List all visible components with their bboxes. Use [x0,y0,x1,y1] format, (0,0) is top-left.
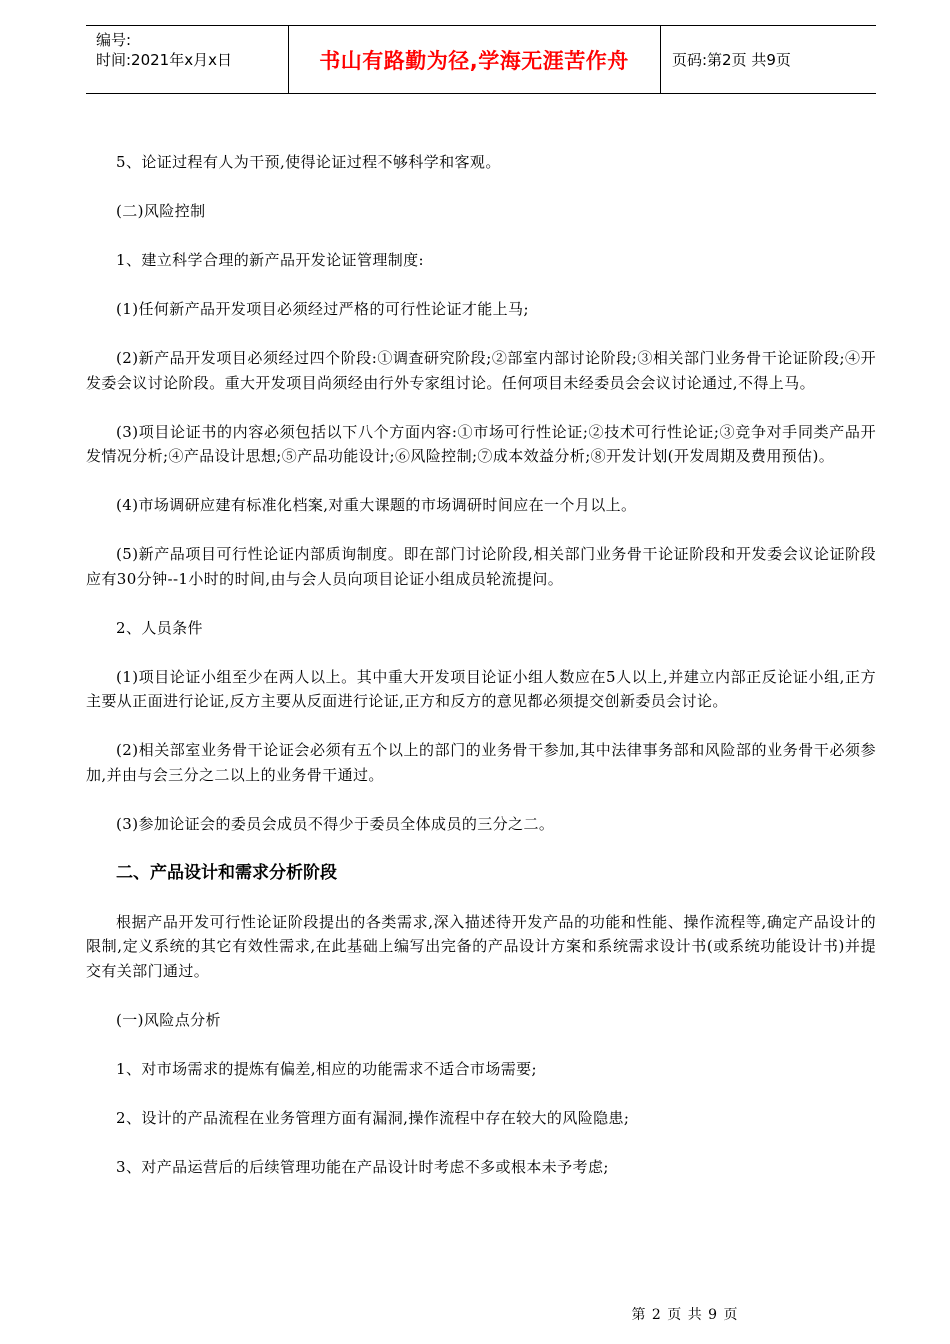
paragraph: 5、论证过程有人为干预,使得论证过程不够科学和客观。 [116,153,501,171]
paragraph: 3、对产品运营后的后续管理功能在产品设计时考虑不多或根本未予考虑; [116,1157,609,1176]
section-heading: 二、产品设计和需求分析阶段 [116,862,337,883]
header-motto: 书山有路勤为径,学海无涯苦作舟 [319,48,629,73]
paragraph: (2)相关部室业务骨干论证会必须有五个以上的部门的业务骨干参加,其中法律事务部和风险部的业务骨干必须参加,并由与会三分之二以上的业务骨干通过。 [86,741,876,784]
document-time-label: 时间:2021年x月x日 [96,51,232,69]
header-meta [96,30,286,70]
paragraph: (4)市场调研应建有标准化档案,对重大课题的市场调研时间应在一个月以上。 [116,496,637,514]
paragraph: 根据产品开发可行性论证阶段提出的各类需求,深入描述待开发产品的功能和性能、操作流程等,确定产品设计的限制,定义系统的其它有效性需求,在此基础上编写出完备的产品设计方案和系统需求设计书(或系统功能设计书)并提交有关部门通过。 [86,912,876,980]
paragraph: (一)风险点分析 [116,1010,221,1029]
header-page-number: 页码:第2页 共9页 [672,51,791,69]
paragraph: 2、人员条件 [116,618,203,637]
paragraph: 1、建立科学合理的新产品开发论证管理制度: [116,251,424,269]
document-number-label: 编号: [96,31,132,49]
paragraph: (1)任何新产品开发项目必须经过严格的可行性论证才能上马; [116,300,529,318]
paragraph: (3)项目论证书的内容必须包括以下八个方面内容:①市场可行性论证;②技术可行性论证;③竞争对手同类产品开发情况分析;④产品设计思想;⑤产品功能设计;⑥风险控制;⑦成本效益分析;⑧开发计划(开发周期及费用预估)。 [86,422,876,465]
header-divider-right [660,26,661,93]
page-header [86,25,876,94]
paragraph: (二)风险控制 [116,202,206,220]
paragraph: (2)新产品开发项目必须经过四个阶段:①调查研究阶段;②部室内部讨论阶段;③相关部门业务骨干论证阶段;④开发委会议讨论阶段。重大开发项目尚须经由行外专家组讨论。任何项目未经委员会会议讨论通过,不得上马。 [86,349,876,392]
document-body [86,150,876,1204]
page-footer: 第 2 页 共 9 页 [631,1307,739,1323]
paragraph: (5)新产品项目可行性论证内部质询制度。即在部门讨论阶段,相关部门业务骨干论证阶段和开发委会议论证阶段应有30分钟--1小时的时间,由与会人员向项目论证小组成员轮流提问。 [86,545,876,588]
paragraph: 2、设计的产品流程在业务管理方面有漏洞,操作流程中存在较大的风险隐患; [116,1108,630,1127]
paragraph: (1)项目论证小组至少在两人以上。其中重大开发项目论证小组人数应在5人以上,并建立内部正反论证小组,正方主要从正面进行论证,反方主要从反面进行论证,正方和反方的意见都必须提交创新委员会讨论。 [86,667,876,710]
paragraph: 1、对市场需求的提炼有偏差,相应的功能需求不适合市场需要; [116,1059,537,1078]
paragraph: (3)参加论证会的委员会成员不得少于委员全体成员的三分之二。 [116,814,555,833]
